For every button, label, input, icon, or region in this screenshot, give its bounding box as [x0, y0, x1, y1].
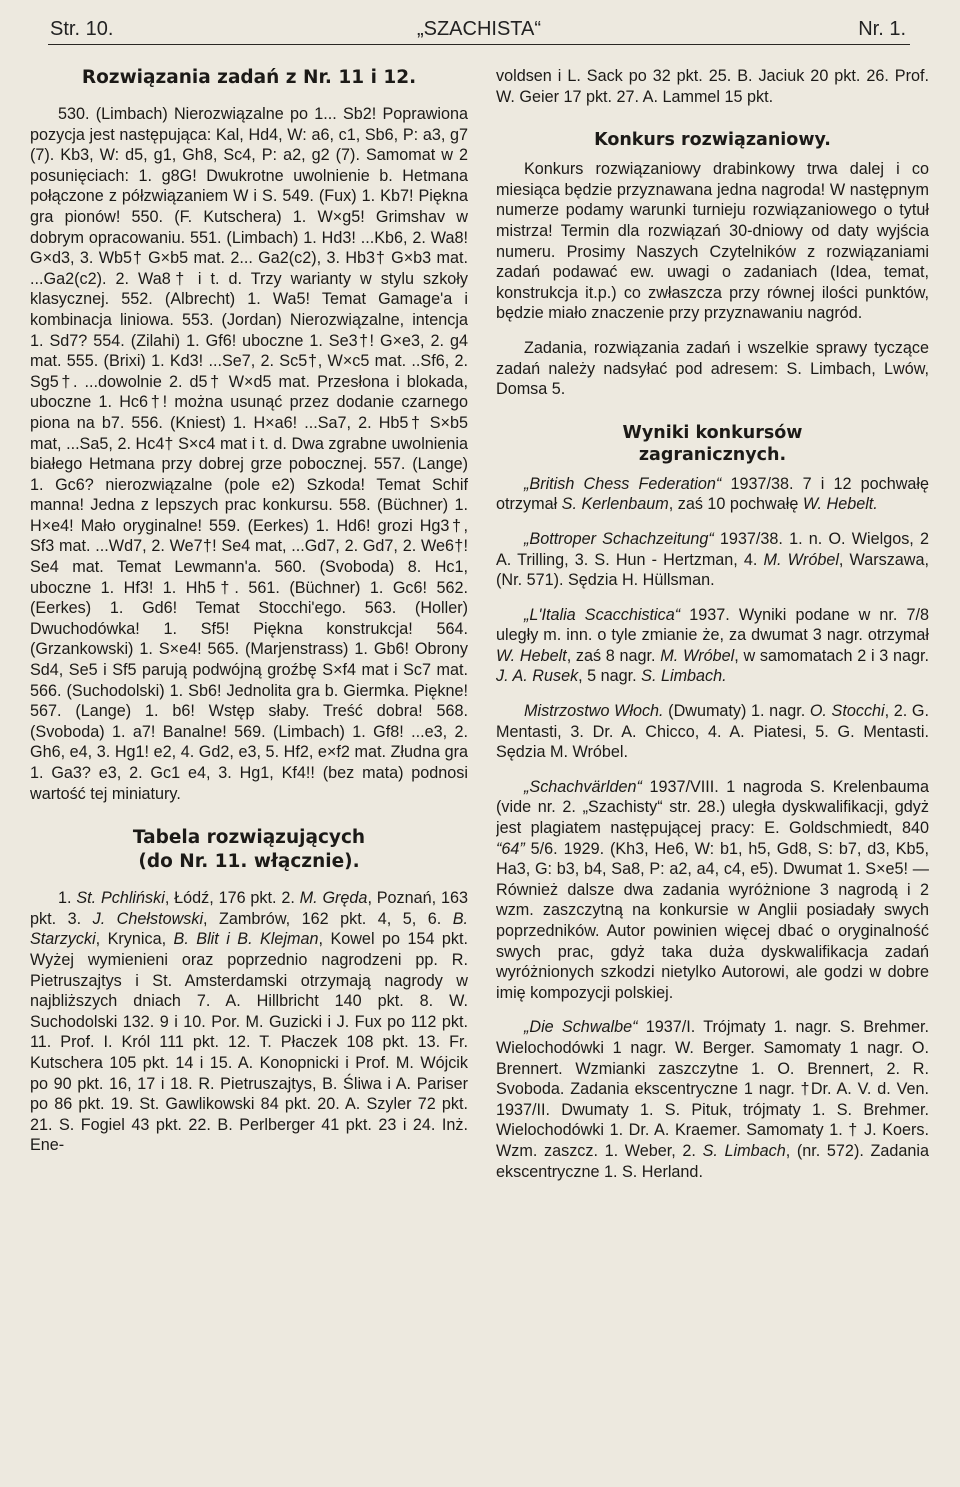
right-column: [496, 66, 929, 1476]
page-header: [48, 14, 910, 45]
wyniki-heading-line-2: zagranicznych.: [638, 444, 787, 465]
page-number: Str. 10.: [50, 18, 114, 40]
result-schwalbe: „Die Schwalbe“ 1937/I. Trójmaty 1. nagr. S. Brehmer. Wielochodówki 1 nagr. W. Berger. Samomaty 1 nagr. O. Brennert. Wzmianki zaszczytne 1. O. Brennert, 2. R. Svoboda. Zadania ekscentryczne 1 nagr. †Dr. A. V. d. Ven. 1937/II. Dwumaty 1. S. Pituk, trójmaty 1. S. Brehmer. Wielochodówki 1. Dr. A. Kraemer. Samomaty 1. † J. Koers. Wzm. zaszcz. 1. Weber, 2. S. Limbach, (nr. 572). Zadania ekscentryczne 1. S. Herland.: [496, 1018, 929, 1181]
table-heading-line-2: (do Nr. 11. włącznie).: [138, 851, 360, 873]
wyniki-heading-line-1: Wyniki konkursów: [622, 422, 803, 443]
result-italia: „L'Italia Scacchistica“ 1937. Wyniki podane w nr. 7/8 uległy m. inn. o tyle zmianie że, za dwumat 3 nagr. otrzymał W. Hebelt, zaś 8 nagr. M. Wróbel, w samomatach 2 i 3 nagr. J. A. Rusek, 5 nagr. S. Limbach.: [496, 605, 929, 686]
konkurs-heading: Konkurs rozwiązaniowy.: [594, 130, 831, 151]
table-heading-line-1: Tabela rozwiązujących: [132, 827, 366, 849]
result-schachvarlden: „Schachvärlden“ 1937/VIII. 1 nagroda S. Krelenbauma (vide nr. 2. „Szachisty“ str. 28.) uległa dyskwalifikacji, gdyż jest plagiatem następującej pracy: E. Goldschmiedt, 840 “64” 5/6. 1929. (Kh3, He6, W: b1, h5, Gd8, S: b7, d3, Kb5, Ha3, G: b3, b4, Sa8, P: a2, a4, c4, e5). Dwumat 1. S×e5! — Również dalsze dwa zadania wyróżnione 3 nagrodą i 2 wzm. zaszczytną na konkursie w Anglii posiadały swych poprzedników. Autor powinien więcej dbać o oryginalność swych prac, gdyż taka duża dyskwalifikacja zadań wyróżnionych szkodzi nietylko Autorowi, ale godzi w dobre imię kompozycji polskiej.: [496, 777, 929, 1002]
result-bcf: „British Chess Federation“ 1937/38. 7 i 12 pochwałę otrzymał S. Kerlenbaum, zaś 10 pochwałę W. Hebelt.: [496, 474, 929, 514]
konkurs-paragraph-2: Zadania, rozwiązania zadań i wszelkie sprawy tyczące zadań należy nadsyłać pod adresem: S. Limbach, Lwów, Domsa 5.: [496, 338, 929, 399]
wyniki-heading: [496, 422, 929, 466]
result-bottroper: „Bottroper Schachzeitung“ 1937/38. 1. n. O. Wielgos, 2 A. Trilling, 3. S. Hun - Hertzman, 4. M. Wróbel, Warszawa, (Nr. 571). Sędzia H. Hüllsman.: [496, 529, 929, 590]
left-column: [30, 66, 468, 1476]
solutions-heading: Rozwiązania zadań z Nr. 11 i 12.: [81, 67, 417, 88]
table-continuation: voldsen i L. Sack po 32 pkt. 25. B. Jaciuk 20 pkt. 26. Prof. W. Geier 17 pkt. 27. A. Lammel 15 pkt.: [496, 67, 929, 106]
konkurs-paragraph-1: Konkurs rozwiązaniowy drabinkowy trwa dalej i co miesiąca będzie przyznawana jedna nagroda! W następnym numerze podamy warunki turnieju rozwiązaniowego o tytuł mistrza! Termin dla rozwiązań 30-dniowy od daty wyjścia numeru. Prosimy Naszych Czytelników z rozwiązaniami zadań podawać ew. uwagi o zadaniach (Idea, temat, konstrukcja it.p.) co zwłaszcza przy równej ilości punktów, będzie miało znaczenie przy przyznawaniu nagród.: [496, 160, 929, 323]
result-mistrzostwo: Mistrzostwo Włoch. (Dwumaty) 1. nagr. O. Stocchi, 2. G. Mentasti, 3. Dr. A. Chicco, 4. A. Piatesi, 5. G. Mentasti. Sędzia M. Wróbel.: [496, 702, 929, 762]
magazine-title: „SZACHISTA“: [416, 18, 542, 40]
table-heading: [30, 826, 468, 874]
issue-number: Nr. 1.: [858, 18, 906, 40]
solvers-table-text: 1. St. Pchliński, Łódź, 176 pkt. 2. M. Gręda, Poznań, 163 pkt. 3. J. Chełstowski, Zambrów, 162 pkt. 4, 5, 6. B. Starzycki, Krynica, B. Blit i B. Klejman, Kowel po 154 pkt. Wyżej wymienieni oraz poprzednio nagrodzeni pp. R. Pietruszajtys i St. Amsterdamski otrzymają nagrody w najbliższych dniach 7. A. Hillbricht 140 pkt. 8. W. Suchodolski 132. 9 i 10. Por. M. Guzicki i J. Fux po 112 pkt. 11. Prof. I. Król 111 pkt. 12. T. Płaczek 108 pkt. 13. Fr. Kutschera 105 pkt. 14 i 15. A. Konopnicki i Prof. M. Wójcik po 90 pkt. 16, 17 i 18. R. Pietruszajtys, B. Śliwa i A. Pariser po 86 pkt. 19. St. Gawlikowski 84 pkt. 20. A. Szyler 72 pkt. 21. S. Fogiel 43 pkt. 22. B. Perlberger 41 pkt. 23 i 24. Inż. Ene-: [30, 889, 468, 1155]
solutions-text: 530. (Limbach) Nierozwiązalne po 1... Sb2! Poprawiona pozycja jest następująca: Kal, Hd4, W: a6, c1, Sb6, P: a3, g7 (7). Kb3, W: d5, g1, Gh8, Sc4, P: a2, g2 (7). Samomat w 2 posunięciach: 1. g8G! Dwukrotne uwolnienie b. Hetmana połączone z półzwiązaniem W i S. 549. (Fux) 1. Kb7! Piękna gra pionów! 550. (F. Kutschera) 1. W×g5! Grimshav w dobrym opracowaniu. 551. (Limbach) 1. Hd3! ...Kb6, 2. Wa8! G×d3, 3. Wb5† G×b5 mat. 2... Ga2(c2), 3. Hb3† G×b3 mat. ...Ga2(c2). 2. Wa8† i t. d. Trzy warianty w stylu szkoły klasycznej. 552. (Albrecht) 1. Wa5! Temat Gamage'a i kombinacja liniowa. 553. (Jordan) Nierozwiązalne, intencja 1. Sd7? 554. (Zilahi) 1. Gf6! uboczne 1. Se3†! G×e3, 2. g4 mat. 555. (Brixi) 1. Kd3! ...Se7, 2. Sc5†, W×c5 mat. ..Sf6, 2. Sg5†. ...dowolnie 2. d5† W×d5 mat. Przesłona i blokada, uboczne 1. Hc6†! można usunąć przez dodanie czarnego piona na b7. 556. (Kniest) 1. H×a6! ...Sa7, 2. Hb5† S×b5 mat, ...Sa5, 2. Hc4† S×c4 mat i t. d. Dwa zgrabne uwolnienia białego Hetmana przy dobrej grze pobocznej. 557. (Lange) 1. Gc6? nierozwiązalne (pole e2) Szkoda! Temat Schif manna! Jedna z lepszych prac konkursu. 558. (Büchner) 1. H×e4! Mało oryginalne! 559. (Eerkes) 1. Hd6! grozi Hg3†, Sf3 mat. ...Wd7, 2. We7†! Se4 mat, ...Gd7, 2. Gd7, 2. We6†! Se4 mat. Temat Lewmann'a. 560. (Svoboda) 8. Hc1, uboczne 1. Hf3! 1. Hh5†. 561. (Büchner) 1. Gc6! 562. (Eerkes) 1. Gd6! Temat Stocchi'ego. 563. (Holler) Dwuchodówka! 1. Sf5! Piękna konstrukcja! 564. (Grzankowski) 1. S×e4! 565. (Marjenstrass) 1. Gb6! Obrony Sd4, Se5 i Sf5 parują podwójną groźbę S×f4 mat i Sc7 mat. 566. (Suchodolski) 1. Sb6! Jednolita gra b. Giermka. Piękne! 567. (Lange) 1. b6! Wstęp słaby. Treść dobra! 568. (Svoboda) 1. a7! Banalne! 569. (Limbach) 1. Gf8! ...e3, 2. Gh6, e4, 3. Hg1! e2, 4. Gd2, e3, 5. Hf2, e×f2 mat. Złudna gra 1. Ga3? e3, 2. Gc1 e4, 3. Hg1, Kf4!! (bez mata) podnosi wartość tej miniatury.: [30, 105, 468, 803]
